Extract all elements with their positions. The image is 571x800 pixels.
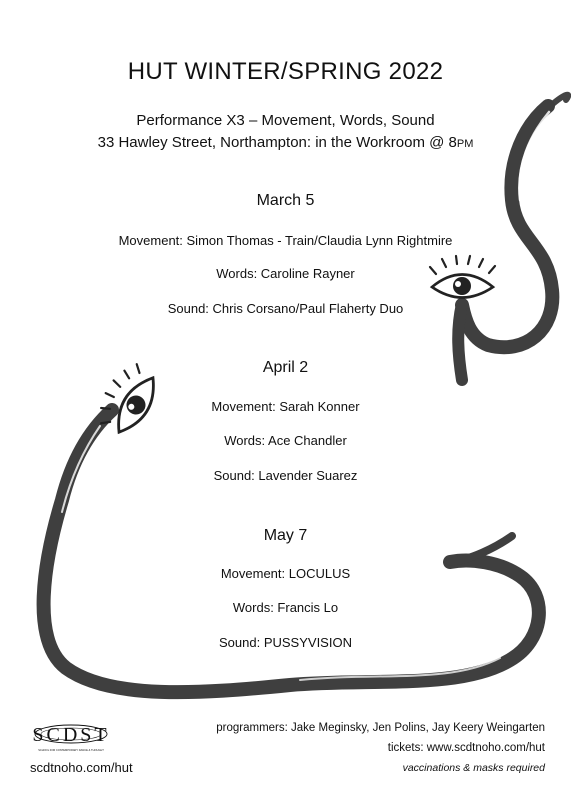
event-movement: Movement: LOCULUS [220, 566, 351, 581]
event-movement: Movement: Simon Thomas - Train/Claudia Lynn Rightmire [118, 233, 453, 248]
poster-title: HUT WINTER/SPRING 2022 [127, 58, 444, 85]
event-sound: Sound: Chris Corsano/Paul Flaherty Duo [167, 301, 404, 316]
scdst-logo [30, 720, 112, 754]
event-date: April 2 [262, 359, 309, 376]
event-date: March 5 [256, 192, 315, 209]
logo-wordmark: SCDST [32, 724, 110, 746]
event-movement: Movement: Sarah Konner [211, 399, 360, 414]
poster-subtitle: Performance X3 – Movement, Words, Sound [136, 112, 435, 129]
website-link[interactable]: scdtnoho.com/hut [30, 760, 133, 775]
event-sound: Sound: PUSSYVISION [219, 635, 352, 650]
logo-tagline: SCHOOL FOR CONTEMPORARY DANCE & THOUGHT [38, 749, 104, 752]
event-words: Words: Ace Chandler [224, 433, 347, 448]
time-suffix: PM [456, 138, 474, 150]
event-words: Words: Caroline Rayner [216, 266, 355, 281]
health-notice: vaccinations & masks required [402, 762, 545, 774]
venue-line [0, 134, 571, 151]
event-words: Words: Francis Lo [232, 600, 339, 615]
programmers-credit: programmers: Jake Meginsky, Jen Polins, Jay Keery Weingarten [216, 722, 545, 734]
venue-text: 33 Hawley Street, Northampton: in the Workroom @ 8 [97, 134, 457, 151]
event-date: May 7 [263, 527, 308, 544]
event-sound: Sound: Lavender Suarez [213, 468, 358, 483]
tickets-info[interactable]: tickets: www.scdtnoho.com/hut [387, 742, 545, 754]
